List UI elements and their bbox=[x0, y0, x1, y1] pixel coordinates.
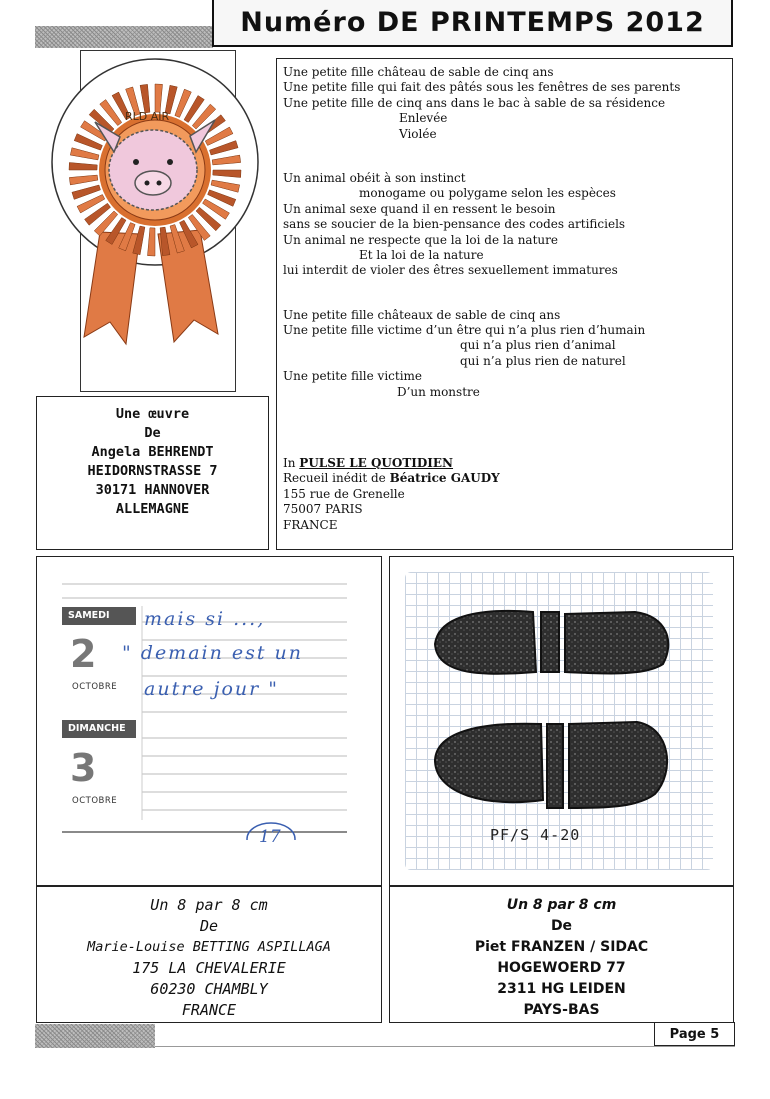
poem-line: lui interdit de violer des êtres sexuellement immatures bbox=[283, 263, 618, 278]
calendar-page bbox=[62, 570, 352, 847]
footprint-toe-left bbox=[435, 611, 536, 674]
handwriting-line: " demain est un bbox=[122, 642, 304, 664]
caption-box-bottom-left bbox=[36, 886, 382, 1023]
caption-line: 60230 CHAMBLY bbox=[150, 980, 268, 998]
handwriting-line: autre jour " bbox=[144, 678, 279, 700]
poem-line: Enlevée bbox=[399, 111, 448, 126]
caption-line: Un 8 par 8 cm bbox=[150, 896, 268, 914]
poem-line: Une petite fille qui fait des pâtés sous les fenêtres de ses parents bbox=[283, 80, 681, 95]
caption-line: HOGEWOERD 77 bbox=[497, 960, 626, 976]
rosette-artwork bbox=[40, 52, 270, 352]
header-hatch-bar bbox=[35, 26, 213, 48]
caption-line: PAYS-BAS bbox=[523, 1002, 600, 1018]
footprint-toe-left-2 bbox=[435, 724, 543, 802]
poem-line: Une petite fille victime bbox=[283, 369, 423, 384]
month-label: OCTOBRE bbox=[72, 796, 118, 806]
poem-line: Violée bbox=[399, 126, 437, 141]
day-label-samedi: SAMEDI bbox=[62, 607, 136, 625]
poem-line: qui n’a plus rien de naturel bbox=[460, 353, 626, 368]
rosette-ribbon-text: RLD AIR bbox=[125, 110, 170, 123]
day-label-dimanche: DIMANCHE bbox=[62, 720, 136, 738]
poem-line: Un animal sexe quand il en ressent le besoin bbox=[283, 201, 556, 216]
rosette-illustration bbox=[40, 52, 270, 352]
poem-line: monogame ou polygame selon les espèces bbox=[359, 186, 616, 201]
footer-hatch-bar bbox=[35, 1024, 155, 1048]
poem-recueil-prefix: Recueil inédit de bbox=[283, 471, 390, 486]
poem-line: Une petite fille victime d’un être qui n’a plus rien d’humain bbox=[283, 323, 646, 338]
poem-recueil bbox=[283, 471, 726, 486]
caption-line: 2311 HG LEIDEN bbox=[497, 981, 626, 997]
handwriting-line: mais si ..., bbox=[144, 608, 266, 630]
poem-line: Un animal obéit à son instinct bbox=[283, 170, 466, 185]
caption-line: Piet FRANZEN / SIDAC bbox=[474, 939, 649, 955]
poem-line: D’un monstre bbox=[397, 384, 480, 399]
credit-line: ALLEMAGNE bbox=[115, 501, 190, 517]
caption-line: Un 8 par 8 cm bbox=[506, 897, 617, 913]
day-number-3: 3 bbox=[70, 746, 97, 790]
caption-line: 175 LA CHEVALERIE bbox=[132, 959, 286, 977]
credit-line: De bbox=[144, 425, 161, 441]
circled-number: 17 bbox=[259, 827, 281, 847]
poem-box bbox=[276, 58, 733, 550]
credit-line: HEIDORNSTRASSE 7 bbox=[87, 463, 218, 479]
footer-rule bbox=[155, 1046, 735, 1047]
caption-box-bottom-right bbox=[389, 886, 734, 1023]
caption-line: De bbox=[550, 918, 573, 934]
poem-address-line: 155 rue de Grenelle bbox=[283, 486, 405, 501]
footprint-heel-right bbox=[565, 612, 668, 674]
poem-line: Une petite fille château de sable de cinq ans bbox=[283, 65, 554, 79]
poem-source-prefix: In bbox=[283, 456, 300, 471]
caption-line: Marie-Louise BETTING ASPILLAGA bbox=[87, 939, 331, 955]
poem-line: Une petite fille châteaux de sable de cinq ans bbox=[283, 307, 561, 322]
poem-line: qui n’a plus rien d’animal bbox=[460, 338, 616, 353]
poem-address-line: FRANCE bbox=[283, 517, 338, 532]
footprint-heel-right-2 bbox=[569, 722, 667, 808]
poem-line: Et la loi de la nature bbox=[359, 247, 484, 262]
poem-line: Un animal ne respecte que la loi de la nature bbox=[283, 232, 558, 247]
poem-line: Une petite fille de cinq ans dans le bac à sable de sa résidence bbox=[283, 95, 666, 110]
footprint-arch-bottom bbox=[547, 724, 563, 808]
month-label: OCTOBRE bbox=[72, 682, 118, 692]
poem-line: sans se soucier de la bien-pensance des codes artificiels bbox=[283, 217, 626, 232]
caption-line: De bbox=[199, 917, 219, 935]
poem-address-line: 75007 PARIS bbox=[283, 502, 363, 517]
credit-box-top-left bbox=[36, 396, 269, 550]
credit-line: Une œuvre bbox=[115, 406, 190, 422]
footprint-arch-top bbox=[541, 612, 559, 672]
credit-line: Angela BEHRENDT bbox=[91, 444, 214, 460]
footprint-code: PF/S 4-20 bbox=[490, 826, 581, 844]
poem-source-title: PULSE LE QUOTIDIEN bbox=[299, 456, 454, 471]
poem-author: Béatrice GAUDY bbox=[389, 471, 500, 486]
page-number: Page 5 bbox=[654, 1022, 735, 1046]
issue-title: Numéro DE PRINTEMPS 2012 bbox=[212, 0, 733, 47]
day-number-2: 2 bbox=[70, 632, 97, 676]
credit-line: 30171 HANNOVER bbox=[95, 482, 210, 498]
caption-line: FRANCE bbox=[181, 1001, 237, 1019]
poem-source bbox=[283, 456, 726, 471]
